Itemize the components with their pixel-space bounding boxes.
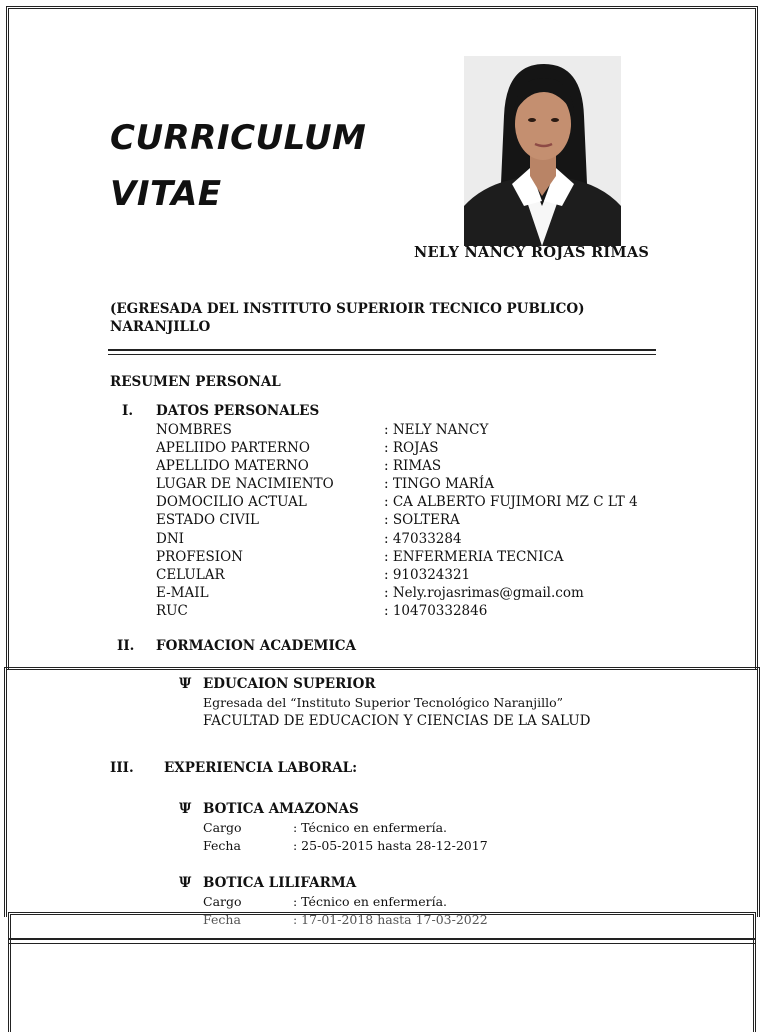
list-item — [156, 584, 638, 602]
job-heading: BOTICA AMAZONAS — [203, 801, 359, 817]
job-field-value: : 17-01-2018 hasta 17-03-2022 — [293, 912, 488, 927]
job-field-value: : Técnico en enfermería. — [293, 893, 448, 909]
field-value: : 10470332846 — [384, 602, 488, 619]
list-item — [156, 439, 638, 457]
job-field-label: Fecha — [203, 838, 241, 853]
field-label: PROFESION — [156, 548, 243, 565]
portrait-image — [464, 56, 621, 246]
list-item — [156, 548, 638, 566]
field-value: : ENFERMERIA TECNICA — [384, 548, 564, 565]
field-value: : CA ALBERTO FUJIMORI MZ C LT 4 — [384, 494, 638, 511]
education-heading: EDUCAION SUPERIOR — [203, 676, 376, 692]
list-item — [156, 457, 638, 475]
list-item — [156, 511, 638, 529]
psi-bullet-icon: Ψ — [179, 801, 192, 817]
job-field-label: Cargo — [203, 893, 242, 909]
field-value: : 910324321 — [384, 566, 471, 583]
job-field-value: : 25-05-2015 hasta 28-12-2017 — [293, 838, 488, 853]
field-value: : TINGO MARÍA — [384, 476, 494, 493]
section-number: III. — [110, 760, 134, 776]
field-label: RUC — [156, 602, 188, 619]
field-value: : 47033284 — [384, 530, 462, 547]
field-label: DOMOCILIO ACTUAL — [156, 494, 307, 511]
field-value: : SOLTERA — [384, 512, 460, 529]
job-entry — [179, 874, 488, 930]
institution-line-1: (EGRESADA DEL INSTITUTO SUPERIOIR TECNICO PUBLICO) — [110, 301, 585, 317]
education-entry — [179, 675, 591, 731]
job-field-value: : Técnico en enfermería. — [293, 819, 448, 835]
list-item — [156, 475, 638, 493]
list-item — [156, 566, 638, 584]
section-heading: DATOS PERSONALES — [156, 403, 320, 419]
email-value[interactable]: : Nely.rojasrimas@gmail.com — [384, 584, 584, 601]
header-divider — [108, 349, 656, 355]
field-label: APELLIDO MATERNO — [156, 458, 309, 475]
list-item — [156, 421, 638, 439]
job-entry — [179, 800, 488, 856]
personal-data-list — [156, 421, 638, 620]
institution-block — [110, 300, 585, 336]
field-label: LUGAR DE NACIMIENTO — [156, 476, 334, 493]
field-label: CELULAR — [156, 566, 225, 583]
page-border-bottom — [8, 912, 756, 1032]
section-number: I. — [122, 403, 134, 419]
list-item — [156, 602, 638, 620]
list-item — [156, 493, 638, 511]
education-line-1: Egresada del “Instituto Superior Tecnológico Naranjillo” — [203, 694, 564, 710]
job-heading: BOTICA LILIFARMA — [203, 875, 357, 891]
job-field-label: Cargo — [203, 819, 242, 835]
section-heading: EXPERIENCIA LABORAL: — [164, 760, 358, 776]
psi-bullet-icon: Ψ — [179, 875, 192, 891]
title-line-1: CURRICULUM — [110, 118, 367, 158]
psi-bullet-icon: Ψ — [179, 676, 192, 692]
field-label: E-MAIL — [156, 584, 209, 601]
job-field-label: Fecha — [203, 912, 241, 927]
title-line-2: VITAE — [110, 174, 222, 214]
page-title — [110, 110, 366, 222]
footer-divider — [8, 938, 756, 944]
field-value: : ROJAS — [384, 440, 439, 457]
profile-photo — [464, 56, 621, 246]
field-label: NOMBRES — [156, 422, 232, 438]
field-label: APELIIDO PARTERNO — [156, 440, 310, 457]
section-number: II. — [117, 638, 135, 654]
field-value: : NELY NANCY — [384, 422, 489, 438]
institution-line-2: NARANJILLO — [110, 319, 211, 335]
field-label: DNI — [156, 530, 184, 547]
list-item — [156, 530, 638, 548]
education-line-2: FACULTAD DE EDUCACION Y CIENCIAS DE LA SALUD — [203, 713, 591, 729]
field-value: : RIMAS — [384, 458, 442, 475]
resumen-heading: RESUMEN PERSONAL — [110, 374, 281, 390]
candidate-name: NELY NANCY ROJAS RIMAS — [414, 244, 650, 261]
field-label: ESTADO CIVIL — [156, 512, 260, 529]
section-heading: FORMACION ACADEMICA — [156, 638, 357, 654]
